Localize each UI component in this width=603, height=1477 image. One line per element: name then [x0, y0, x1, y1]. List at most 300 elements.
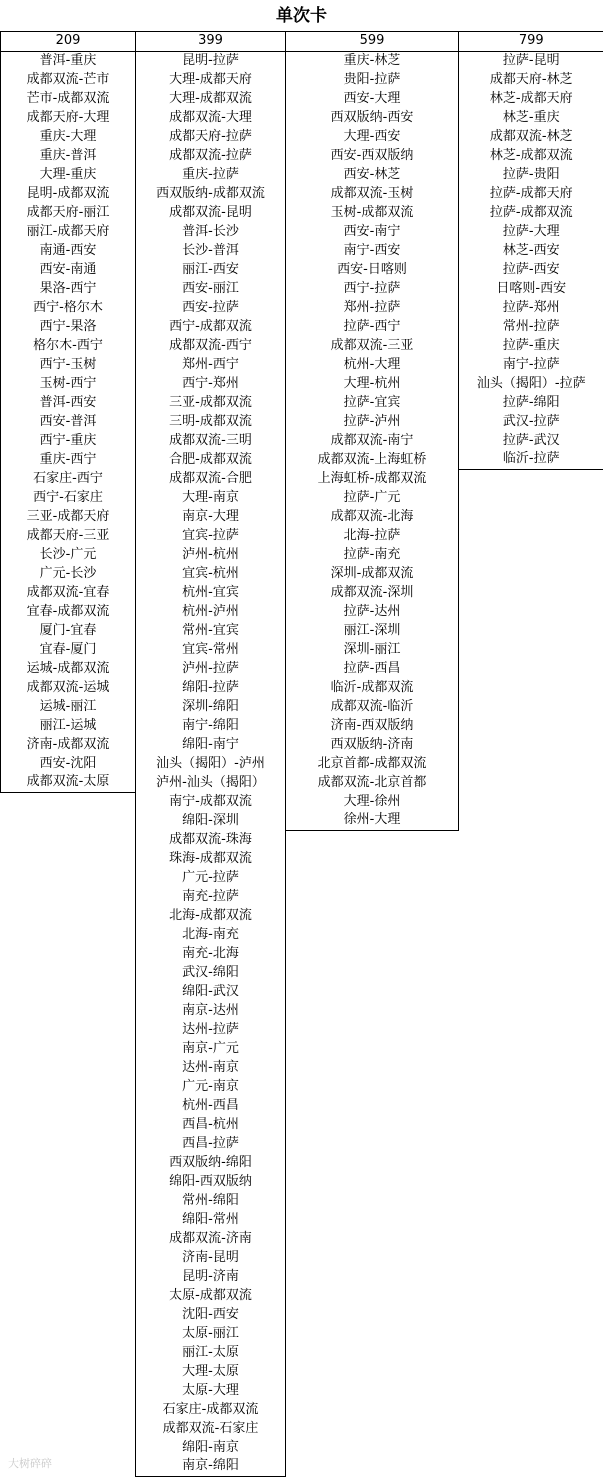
route-cell: 西安-日喀则	[286, 260, 459, 279]
table-row	[1, 317, 603, 336]
route-cell: 绵阳-深圳	[136, 811, 286, 830]
route-cell: 成都双流-运城	[1, 678, 136, 697]
table-row	[1, 89, 603, 108]
empty-cell	[1, 1210, 136, 1229]
route-cell: 昆明-济南	[136, 1267, 286, 1286]
empty-cell	[1, 1058, 136, 1077]
route-cell: 拉萨-绵阳	[459, 393, 603, 412]
table-row	[1, 1419, 603, 1438]
route-cell: 南京-广元	[136, 1039, 286, 1058]
table-row	[1, 811, 603, 830]
empty-cell	[459, 678, 603, 697]
price-header-799: 799	[459, 32, 603, 51]
empty-cell	[286, 1134, 459, 1153]
route-cell: 普洱-长沙	[136, 222, 286, 241]
empty-cell	[459, 1039, 603, 1058]
empty-cell	[459, 1077, 603, 1096]
route-cell: 拉萨-宜宾	[286, 393, 459, 412]
table-row	[1, 830, 603, 849]
route-cell: 广元-南京	[136, 1077, 286, 1096]
empty-cell	[1, 849, 136, 868]
table-row	[1, 1191, 603, 1210]
route-cell: 常州-拉萨	[459, 317, 603, 336]
route-cell: 西双版纳-济南	[286, 735, 459, 754]
price-header-599: 599	[286, 32, 459, 51]
route-cell: 普洱-西安	[1, 393, 136, 412]
empty-cell	[459, 1001, 603, 1020]
route-cell: 拉萨-昆明	[459, 51, 603, 70]
route-cell: 杭州-泸州	[136, 602, 286, 621]
empty-cell	[459, 697, 603, 716]
table-row	[1, 1438, 603, 1457]
route-cell: 玉树-西宁	[1, 374, 136, 393]
route-cell: 南通-西安	[1, 241, 136, 260]
table-row	[1, 735, 603, 754]
route-cell: 西安-大理	[286, 89, 459, 108]
route-table	[0, 32, 603, 1477]
empty-cell	[286, 963, 459, 982]
route-cell: 丽江-西安	[136, 260, 286, 279]
table-row	[1, 792, 603, 811]
empty-cell	[1, 1229, 136, 1248]
route-cell: 太原-丽江	[136, 1324, 286, 1343]
price-header-399: 399	[136, 32, 286, 51]
route-cell: 南京-大理	[136, 507, 286, 526]
route-cell: 泸州-杭州	[136, 545, 286, 564]
route-cell: 绵阳-拉萨	[136, 678, 286, 697]
route-cell: 南宁-成都双流	[136, 792, 286, 811]
route-cell: 南宁-绵阳	[136, 716, 286, 735]
empty-cell	[1, 792, 136, 811]
table-row	[1, 1039, 603, 1058]
route-cell: 重庆-拉萨	[136, 165, 286, 184]
route-cell: 石家庄-成都双流	[136, 1400, 286, 1419]
route-cell: 宜宾-杭州	[136, 564, 286, 583]
empty-cell	[286, 1210, 459, 1229]
route-cell: 大理-杭州	[286, 374, 459, 393]
table-row	[1, 1267, 603, 1286]
empty-cell	[459, 1267, 603, 1286]
empty-cell	[1, 963, 136, 982]
empty-cell	[1, 1172, 136, 1191]
empty-cell	[459, 488, 603, 507]
empty-cell	[286, 1267, 459, 1286]
route-cell: 林芝-成都天府	[459, 89, 603, 108]
route-cell: 林芝-成都双流	[459, 146, 603, 165]
table-row	[1, 1134, 603, 1153]
route-cell: 成都双流-昆明	[136, 203, 286, 222]
empty-cell	[286, 1362, 459, 1381]
empty-cell	[459, 1210, 603, 1229]
table-row	[1, 1229, 603, 1248]
route-cell: 拉萨-武汉	[459, 431, 603, 450]
route-cell: 成都双流-北京首都	[286, 773, 459, 792]
route-cell: 西安-丽江	[136, 279, 286, 298]
empty-cell	[459, 545, 603, 564]
empty-cell	[459, 1286, 603, 1305]
empty-cell	[1, 1324, 136, 1343]
empty-cell	[1, 982, 136, 1001]
empty-cell	[459, 1438, 603, 1457]
route-cell: 宜春-成都双流	[1, 602, 136, 621]
table-row	[1, 469, 603, 488]
route-cell: 大理-重庆	[1, 165, 136, 184]
route-cell: 普洱-重庆	[1, 51, 136, 70]
route-cell: 成都双流-三明	[136, 431, 286, 450]
table-row	[1, 336, 603, 355]
table-row	[1, 146, 603, 165]
route-cell: 拉萨-重庆	[459, 336, 603, 355]
route-cell: 达州-拉萨	[136, 1020, 286, 1039]
route-cell: 成都双流-济南	[136, 1229, 286, 1248]
empty-cell	[1, 1343, 136, 1362]
empty-cell	[286, 1400, 459, 1419]
route-cell: 西安-林芝	[286, 165, 459, 184]
empty-cell	[286, 1457, 459, 1476]
route-cell: 成都天府-丽江	[1, 203, 136, 222]
table-row	[1, 1210, 603, 1229]
empty-cell	[459, 1381, 603, 1400]
empty-cell	[459, 526, 603, 545]
empty-cell	[459, 602, 603, 621]
empty-cell	[1, 1286, 136, 1305]
empty-cell	[1, 906, 136, 925]
route-cell: 绵阳-南宁	[136, 735, 286, 754]
route-cell: 长沙-普洱	[136, 241, 286, 260]
empty-cell	[1, 1248, 136, 1267]
route-cell: 深圳-绵阳	[136, 697, 286, 716]
empty-cell	[459, 906, 603, 925]
route-cell: 达州-南京	[136, 1058, 286, 1077]
empty-cell	[1, 1077, 136, 1096]
table-row	[1, 1172, 603, 1191]
route-cell: 林芝-西安	[459, 241, 603, 260]
route-cell: 成都双流-石家庄	[136, 1419, 286, 1438]
table-row	[1, 393, 603, 412]
table-row	[1, 279, 603, 298]
empty-cell	[459, 792, 603, 811]
route-cell: 西宁-石家庄	[1, 488, 136, 507]
route-cell: 西安-拉萨	[136, 298, 286, 317]
table-row	[1, 1324, 603, 1343]
route-cell: 西安-普洱	[1, 412, 136, 431]
table-row	[1, 602, 603, 621]
empty-cell	[459, 1229, 603, 1248]
route-cell: 西宁-格尔木	[1, 298, 136, 317]
empty-cell	[459, 735, 603, 754]
table-row	[1, 849, 603, 868]
route-cell: 绵阳-武汉	[136, 982, 286, 1001]
route-cell: 重庆-大理	[1, 127, 136, 146]
route-cell: 大理-太原	[136, 1362, 286, 1381]
empty-cell	[459, 830, 603, 849]
route-cell: 西双版纳-成都双流	[136, 184, 286, 203]
route-cell: 拉萨-西安	[459, 260, 603, 279]
table-row	[1, 754, 603, 773]
empty-cell	[459, 659, 603, 678]
empty-cell	[459, 1419, 603, 1438]
empty-cell	[459, 963, 603, 982]
table-row	[1, 1020, 603, 1039]
route-cell: 常州-绵阳	[136, 1191, 286, 1210]
route-cell: 泸州-汕头（揭阳）	[136, 773, 286, 792]
route-cell: 丽江-深圳	[286, 621, 459, 640]
empty-cell	[286, 1381, 459, 1400]
route-cell: 成都双流-北海	[286, 507, 459, 526]
route-cell: 重庆-林芝	[286, 51, 459, 70]
route-cell: 成都双流-芒市	[1, 70, 136, 89]
table-row	[1, 165, 603, 184]
empty-cell	[1, 1191, 136, 1210]
route-cell: 郑州-拉萨	[286, 298, 459, 317]
route-cell: 南充-拉萨	[136, 887, 286, 906]
empty-cell	[459, 621, 603, 640]
route-cell: 拉萨-贵阳	[459, 165, 603, 184]
route-cell: 成都双流-南宁	[286, 431, 459, 450]
table-row	[1, 887, 603, 906]
table-row	[1, 1248, 603, 1267]
empty-cell	[286, 925, 459, 944]
empty-cell	[1, 1153, 136, 1172]
route-cell: 沈阳-西安	[136, 1305, 286, 1324]
empty-cell	[1, 1362, 136, 1381]
table-row	[1, 1096, 603, 1115]
route-cell: 宜宾-常州	[136, 640, 286, 659]
table-row	[1, 488, 603, 507]
route-cell: 南充-北海	[136, 944, 286, 963]
empty-cell	[286, 1324, 459, 1343]
route-cell: 西昌-杭州	[136, 1115, 286, 1134]
route-cell: 大理-南京	[136, 488, 286, 507]
route-cell: 成都双流-深圳	[286, 583, 459, 602]
empty-cell	[1, 1115, 136, 1134]
route-cell: 宜春-厦门	[1, 640, 136, 659]
empty-cell	[286, 849, 459, 868]
table-row	[1, 1381, 603, 1400]
table-row	[1, 1153, 603, 1172]
empty-cell	[459, 982, 603, 1001]
table-row	[1, 1362, 603, 1381]
table-row	[1, 678, 603, 697]
empty-cell	[459, 754, 603, 773]
route-cell: 西安-西双版纳	[286, 146, 459, 165]
table-row	[1, 982, 603, 1001]
empty-cell	[459, 811, 603, 830]
route-cell: 拉萨-西宁	[286, 317, 459, 336]
route-cell: 丽江-运城	[1, 716, 136, 735]
route-cell: 昆明-成都双流	[1, 184, 136, 203]
route-cell: 拉萨-南充	[286, 545, 459, 564]
route-cell: 济南-西双版纳	[286, 716, 459, 735]
empty-cell	[459, 887, 603, 906]
route-cell: 拉萨-达州	[286, 602, 459, 621]
route-cell: 芒市-成都双流	[1, 89, 136, 108]
route-cell: 昆明-拉萨	[136, 51, 286, 70]
route-cell: 重庆-普洱	[1, 146, 136, 165]
route-cell: 成都天府-三亚	[1, 526, 136, 545]
route-cell: 杭州-大理	[286, 355, 459, 374]
empty-cell	[286, 1058, 459, 1077]
empty-cell	[286, 887, 459, 906]
route-cell: 西昌-拉萨	[136, 1134, 286, 1153]
table-row	[1, 203, 603, 222]
table-row	[1, 697, 603, 716]
table-row	[1, 507, 603, 526]
watermark-text: 大树碎碎	[8, 1457, 52, 1470]
route-cell: 汕头（揭阳）-泸州	[136, 754, 286, 773]
route-cell: 绵阳-南京	[136, 1438, 286, 1457]
table-row	[1, 1343, 603, 1362]
empty-cell	[286, 944, 459, 963]
table-row	[1, 108, 603, 127]
route-cell: 成都双流-珠海	[136, 830, 286, 849]
table-row	[1, 1001, 603, 1020]
route-cell: 三亚-成都双流	[136, 393, 286, 412]
route-cell: 杭州-西昌	[136, 1096, 286, 1115]
empty-cell	[1, 1020, 136, 1039]
route-cell: 临沂-拉萨	[459, 450, 603, 469]
table-row	[1, 51, 603, 70]
table-row	[1, 1457, 603, 1476]
empty-cell	[1, 811, 136, 830]
empty-cell	[459, 1343, 603, 1362]
table-row	[1, 1286, 603, 1305]
route-cell: 日喀则-西安	[459, 279, 603, 298]
route-cell: 合肥-成都双流	[136, 450, 286, 469]
empty-cell	[286, 1096, 459, 1115]
table-row	[1, 583, 603, 602]
empty-cell	[286, 1191, 459, 1210]
empty-cell	[286, 1305, 459, 1324]
empty-cell	[459, 944, 603, 963]
route-cell: 绵阳-西双版纳	[136, 1172, 286, 1191]
route-cell: 西双版纳-绵阳	[136, 1153, 286, 1172]
table-row	[1, 431, 603, 450]
route-cell: 大理-成都双流	[136, 89, 286, 108]
route-cell: 成都双流-大理	[136, 108, 286, 127]
route-cell: 太原-成都双流	[136, 1286, 286, 1305]
route-cell: 长沙-广元	[1, 545, 136, 564]
route-cell: 北海-拉萨	[286, 526, 459, 545]
route-cell: 成都天府-林芝	[459, 70, 603, 89]
route-cell: 成都双流-玉树	[286, 184, 459, 203]
route-cell: 格尔木-西宁	[1, 336, 136, 355]
route-cell: 西宁-玉树	[1, 355, 136, 374]
route-cell: 杭州-宜宾	[136, 583, 286, 602]
empty-cell	[459, 773, 603, 792]
route-cell: 北海-南充	[136, 925, 286, 944]
route-cell: 南宁-西安	[286, 241, 459, 260]
route-cell: 拉萨-大理	[459, 222, 603, 241]
route-cell: 深圳-成都双流	[286, 564, 459, 583]
empty-cell	[286, 1229, 459, 1248]
route-cell: 成都双流-临沂	[286, 697, 459, 716]
empty-cell	[1, 1096, 136, 1115]
empty-cell	[459, 1134, 603, 1153]
route-cell: 武汉-拉萨	[459, 412, 603, 431]
route-cell: 成都双流-太原	[1, 773, 136, 792]
empty-cell	[459, 1115, 603, 1134]
route-cell: 济南-成都双流	[1, 735, 136, 754]
route-cell: 成都双流-上海虹桥	[286, 450, 459, 469]
route-cell: 广元-拉萨	[136, 868, 286, 887]
empty-cell	[286, 830, 459, 849]
empty-cell	[459, 1457, 603, 1476]
empty-cell	[459, 716, 603, 735]
empty-cell	[286, 1153, 459, 1172]
route-cell: 拉萨-成都天府	[459, 184, 603, 203]
route-cell: 汕头（揭阳）-拉萨	[459, 374, 603, 393]
route-cell: 丽江-太原	[136, 1343, 286, 1362]
empty-cell	[1, 1400, 136, 1419]
table-row	[1, 1115, 603, 1134]
empty-cell	[1, 1134, 136, 1153]
route-cell: 西宁-成都双流	[136, 317, 286, 336]
route-cell: 西宁-拉萨	[286, 279, 459, 298]
table-row	[1, 906, 603, 925]
table-row	[1, 222, 603, 241]
table-row	[1, 127, 603, 146]
route-cell: 贵阳-拉萨	[286, 70, 459, 89]
route-cell: 林芝-重庆	[459, 108, 603, 127]
route-cell: 绵阳-常州	[136, 1210, 286, 1229]
route-cell: 深圳-丽江	[286, 640, 459, 659]
route-cell: 西宁-重庆	[1, 431, 136, 450]
route-cell: 西安-沈阳	[1, 754, 136, 773]
empty-cell	[459, 1400, 603, 1419]
table-row	[1, 298, 603, 317]
table-row	[1, 925, 603, 944]
empty-cell	[286, 1039, 459, 1058]
empty-cell	[1, 1039, 136, 1058]
empty-cell	[459, 507, 603, 526]
empty-cell	[459, 1362, 603, 1381]
route-cell: 成都双流-宜春	[1, 583, 136, 602]
empty-cell	[1, 925, 136, 944]
route-cell: 成都天府-大理	[1, 108, 136, 127]
route-cell: 重庆-西宁	[1, 450, 136, 469]
sheet-title: 单次卡	[0, 0, 603, 32]
route-cell: 郑州-西宁	[136, 355, 286, 374]
route-cell: 大理-西安	[286, 127, 459, 146]
route-cell: 常州-宜宾	[136, 621, 286, 640]
empty-cell	[459, 1248, 603, 1267]
route-cell: 泸州-拉萨	[136, 659, 286, 678]
route-cell: 太原-大理	[136, 1381, 286, 1400]
empty-cell	[459, 564, 603, 583]
empty-cell	[1, 1419, 136, 1438]
route-cell: 三亚-成都天府	[1, 507, 136, 526]
table-row	[1, 640, 603, 659]
route-cell: 临沂-成都双流	[286, 678, 459, 697]
route-cell: 上海虹桥-成都双流	[286, 469, 459, 488]
empty-cell	[459, 849, 603, 868]
empty-cell	[1, 868, 136, 887]
route-table-body	[1, 32, 603, 1476]
table-row	[1, 564, 603, 583]
route-cell: 宜宾-拉萨	[136, 526, 286, 545]
table-row	[1, 70, 603, 89]
table-row	[1, 716, 603, 735]
route-cell: 广元-长沙	[1, 564, 136, 583]
empty-cell	[1, 830, 136, 849]
table-row	[1, 450, 603, 469]
route-cell: 丽江-成都天府	[1, 222, 136, 241]
empty-cell	[286, 1286, 459, 1305]
table-row	[1, 545, 603, 564]
table-row	[1, 241, 603, 260]
empty-cell	[1, 1381, 136, 1400]
